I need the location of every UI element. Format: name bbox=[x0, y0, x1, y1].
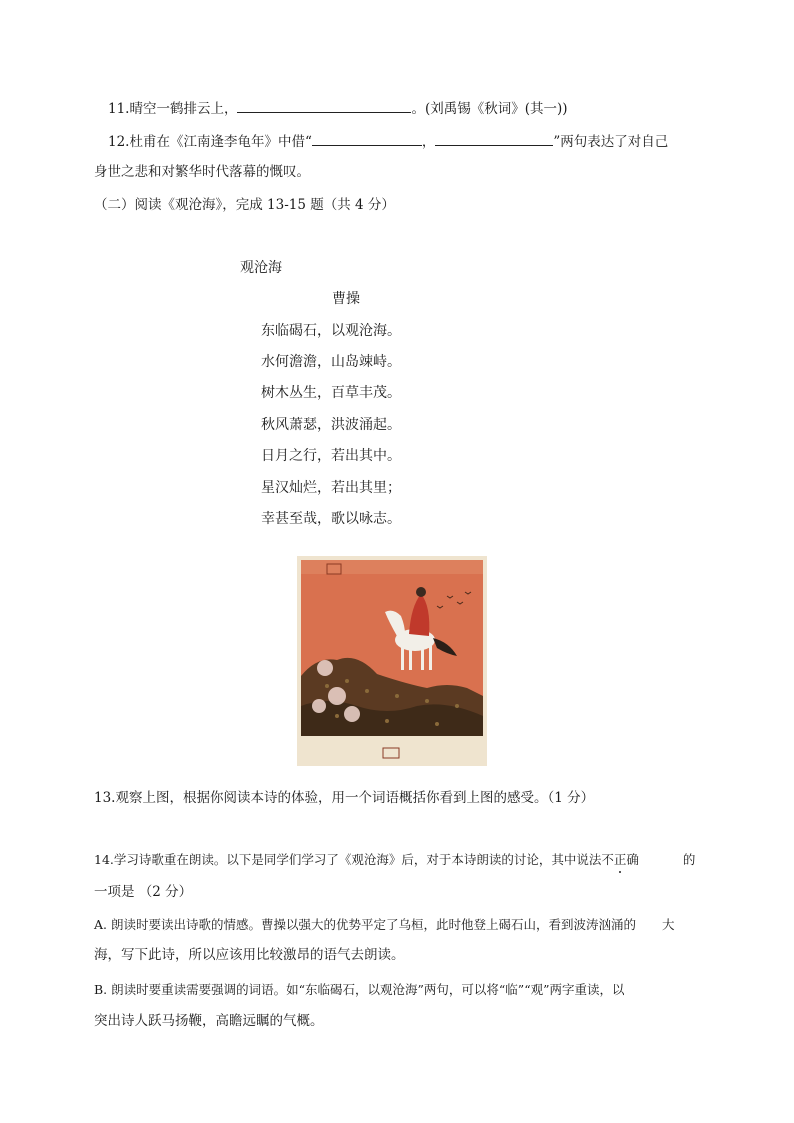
poem-line: 东临碣石，以观沧海。 bbox=[261, 323, 401, 339]
poem-line: 日月之行，若出其中。 bbox=[261, 448, 401, 464]
q12-middle: ， bbox=[421, 134, 436, 150]
q11-answer-blank[interactable] bbox=[237, 98, 411, 113]
option-a-line2: 海，写下此诗，所以应该用比较激昂的语气去朗读。 bbox=[94, 947, 405, 963]
option-b-line2: 突出诗人跃马扬鞭，高瞻远瞩的气概。 bbox=[94, 1013, 324, 1029]
question-14-line1 bbox=[94, 850, 695, 870]
q11-prefix: 11.晴空一鹤排云上， bbox=[108, 101, 238, 117]
poem-line: 秋风萧瑟，洪波涌起。 bbox=[261, 417, 401, 433]
q14-stem: 14.学习诗歌重在朗读。以下是同学们学习了《观沧海》后，对于本诗朗读的讨论，其中说法 bbox=[94, 852, 602, 867]
poem-line: 水何澹澹，山岛竦峙。 bbox=[261, 354, 401, 370]
horseman-on-cliff-painting bbox=[297, 556, 487, 766]
q12-line2: 身世之悲和对繁华时代落幕的慨叹。 bbox=[94, 164, 310, 180]
q14-stem-end: 的 bbox=[682, 852, 696, 867]
poem-line: 幸甚至哉，歌以咏志。 bbox=[261, 511, 401, 527]
question-12 bbox=[108, 131, 668, 152]
poem-line: 星汉灿烂，若出其里； bbox=[261, 480, 401, 496]
question-14-line2: 一项是 （2 分） bbox=[94, 884, 193, 900]
option-a-line1[interactable] bbox=[94, 915, 675, 935]
poem-title: 观沧海 bbox=[240, 260, 282, 276]
emphasis-text: 不正确 bbox=[601, 852, 639, 867]
q12-suffix: ”两句表达了对自己 bbox=[553, 134, 669, 150]
q12-prefix: 12.杜甫在《江南逢李龟年》中借“ bbox=[108, 134, 312, 150]
option-a-text: A. 朗读时要读出诗歌的情感。曹操以强大的优势平定了乌桓，此时他登上碣石山，看到波涛汹涌的 bbox=[94, 917, 636, 932]
question-11 bbox=[108, 98, 568, 119]
q12-answer-blank-1[interactable] bbox=[312, 131, 422, 146]
question-13: 13.观察上图，根据你阅读本诗的体验，用一个词语概括你看到上图的感受。（1 分） bbox=[94, 790, 595, 806]
section-heading: （二）阅读《观沧海》，完成 13-15 题（共 4 分） bbox=[94, 197, 395, 213]
option-b-line1[interactable]: B. 朗读时要重读需要强调的词语。如“东临碣石，以观沧海”两句，可以将“临”“观”两字重读，以 bbox=[94, 982, 625, 997]
q12-answer-blank-2[interactable] bbox=[435, 131, 553, 146]
q14-emphasis bbox=[601, 852, 639, 867]
option-a-text-end: 大 bbox=[661, 917, 675, 932]
poem-author: 曹操 bbox=[332, 291, 360, 307]
q11-suffix: 。(刘禹锡《秋词》(其一)) bbox=[411, 101, 568, 117]
poem-line: 树木丛生，百草丰茂。 bbox=[261, 385, 401, 401]
